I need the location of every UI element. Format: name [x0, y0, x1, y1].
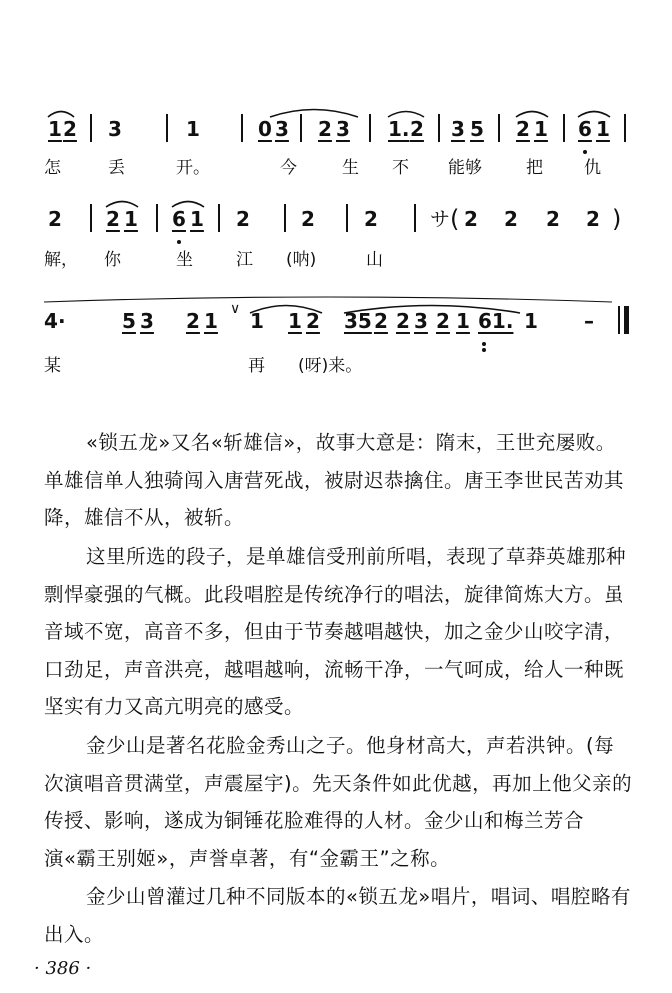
- note: 1: [596, 117, 610, 141]
- barline: [241, 114, 243, 142]
- lyrics-row-1: [36, 156, 636, 184]
- lyric: 再: [248, 356, 265, 376]
- paren-close: ): [612, 205, 622, 233]
- note: 2: [48, 207, 62, 231]
- note: 2: [236, 207, 250, 231]
- note: 1: [204, 309, 218, 333]
- note: 35: [344, 309, 372, 333]
- lyric: (呀)来。: [298, 356, 363, 376]
- note: 2: [436, 309, 450, 333]
- lyric: 某: [44, 356, 61, 376]
- note: 3: [108, 117, 122, 141]
- breath-mark: ∨: [230, 301, 241, 317]
- note: 3: [275, 117, 289, 141]
- final-barline: [624, 306, 629, 334]
- note: 4: [44, 309, 58, 333]
- barline: [563, 114, 565, 142]
- barline: [300, 114, 302, 142]
- lyrics-row-3: [36, 354, 636, 382]
- barline: [156, 204, 158, 232]
- dash-extension: –: [584, 309, 594, 333]
- notes-row-3: [36, 300, 636, 340]
- note: 2: [374, 309, 388, 333]
- barline: [90, 114, 92, 142]
- lyric: 解，: [44, 250, 78, 270]
- note: 2: [63, 117, 77, 141]
- lyric: 能够: [448, 158, 482, 178]
- note: 2: [186, 309, 200, 333]
- barline: [438, 114, 440, 142]
- low-octave-dot: [177, 240, 181, 244]
- note: 3: [414, 309, 428, 333]
- barline: [369, 114, 371, 142]
- dot-extension: ·: [58, 309, 66, 333]
- note: 2: [410, 117, 424, 141]
- barline: [346, 204, 348, 232]
- paren-open: (: [450, 205, 460, 233]
- barline: [166, 114, 168, 142]
- barline: [624, 114, 626, 142]
- barline: [414, 204, 416, 232]
- note: 3: [140, 309, 154, 333]
- low-octave-dot: [482, 342, 486, 346]
- paragraph-1: «锁五龙»又名«斩雄信»，故事大意是：隋末，王世充屡败。单雄信单人独骑闯入唐营死战，被尉迟恭擒住。唐王李世民苦劝其降，雄信不从，被斩。: [44, 431, 625, 529]
- low-octave-dot: [482, 348, 486, 352]
- note: 1: [456, 309, 470, 333]
- lyric: 把: [526, 158, 543, 178]
- slur: [42, 294, 614, 304]
- note: 2: [586, 207, 600, 231]
- note: 6: [172, 207, 186, 231]
- note: 1: [250, 309, 264, 333]
- note: 3: [451, 117, 465, 141]
- lyric: 江: [236, 250, 253, 270]
- lyric: 今: [280, 158, 297, 178]
- note: 1: [190, 207, 204, 231]
- note: 2: [546, 207, 560, 231]
- note: 1: [48, 117, 62, 141]
- paragraph-2: 这里所选的段子，是单雄信受刑前所唱，表现了草莽英雄那种剽悍豪强的气概。此段唱腔是传统净行的唱法，旋律简炼大方。虽音域不宽，高音不多，但由于节奏越唱越快，加之金少山咬字清，口劲足，声音洪亮，越唱越响，流畅干净，一气呵成，给人一种既坚实有力又高亢明亮的感受。: [44, 545, 627, 718]
- note: 1: [288, 309, 302, 333]
- paragraph-4: 金少山曾灌过几种不同版本的«锁五龙»唱片，唱词、唱腔略有出入。: [44, 885, 631, 946]
- note: 1: [186, 117, 200, 141]
- barline: [498, 114, 500, 142]
- lyric: 丢: [108, 158, 125, 178]
- note: 2: [504, 207, 518, 231]
- note: 2: [318, 117, 332, 141]
- note: 2: [106, 207, 120, 231]
- note: 61.: [478, 309, 514, 333]
- note: 6: [578, 117, 592, 141]
- note: 2: [306, 309, 320, 333]
- notes-row-2: [36, 198, 636, 238]
- lyric: 开。: [176, 158, 210, 178]
- barline: [218, 204, 220, 232]
- lyric: 坐: [176, 250, 193, 270]
- note: 0: [258, 117, 272, 141]
- note: 5: [470, 117, 484, 141]
- lyric: 山: [366, 250, 383, 270]
- note: 1: [534, 117, 548, 141]
- notes-row-1: [36, 108, 636, 148]
- paragraph-3: 金少山是著名花脸金秀山之子。他身材高大，声若洪钟。(每次演唱音贯满堂，声震屋宇)。先天条件如此优越，再加上他父亲的传授、影响，遂成为铜锤花脸难得的人材。金少山和梅兰芳合演«霸王别姬»，声誉卓著，有“金霸王”之称。: [44, 734, 633, 870]
- lyric: 你: [104, 250, 121, 270]
- low-octave-dot: [583, 150, 587, 154]
- page-number: · 386 ·: [34, 958, 92, 979]
- note: 2: [396, 309, 410, 333]
- note: 2: [301, 207, 315, 231]
- barline: [284, 204, 286, 232]
- barline: [618, 306, 620, 334]
- lyric: (呐): [286, 250, 317, 270]
- note: 3: [336, 117, 350, 141]
- barline: [90, 204, 92, 232]
- note: 2: [516, 117, 530, 141]
- note: サ: [430, 207, 450, 231]
- note: 1: [524, 309, 538, 333]
- lyrics-row-2: [36, 248, 636, 276]
- lyric: 生: [342, 158, 359, 178]
- note: 2: [464, 207, 478, 231]
- lyric: 不: [392, 158, 409, 178]
- note: 2: [364, 207, 378, 231]
- lyric: 仇: [584, 158, 601, 178]
- note: 1.: [388, 117, 410, 141]
- lyric: 怎: [44, 158, 61, 178]
- note: 5: [122, 309, 136, 333]
- note: 1: [124, 207, 138, 231]
